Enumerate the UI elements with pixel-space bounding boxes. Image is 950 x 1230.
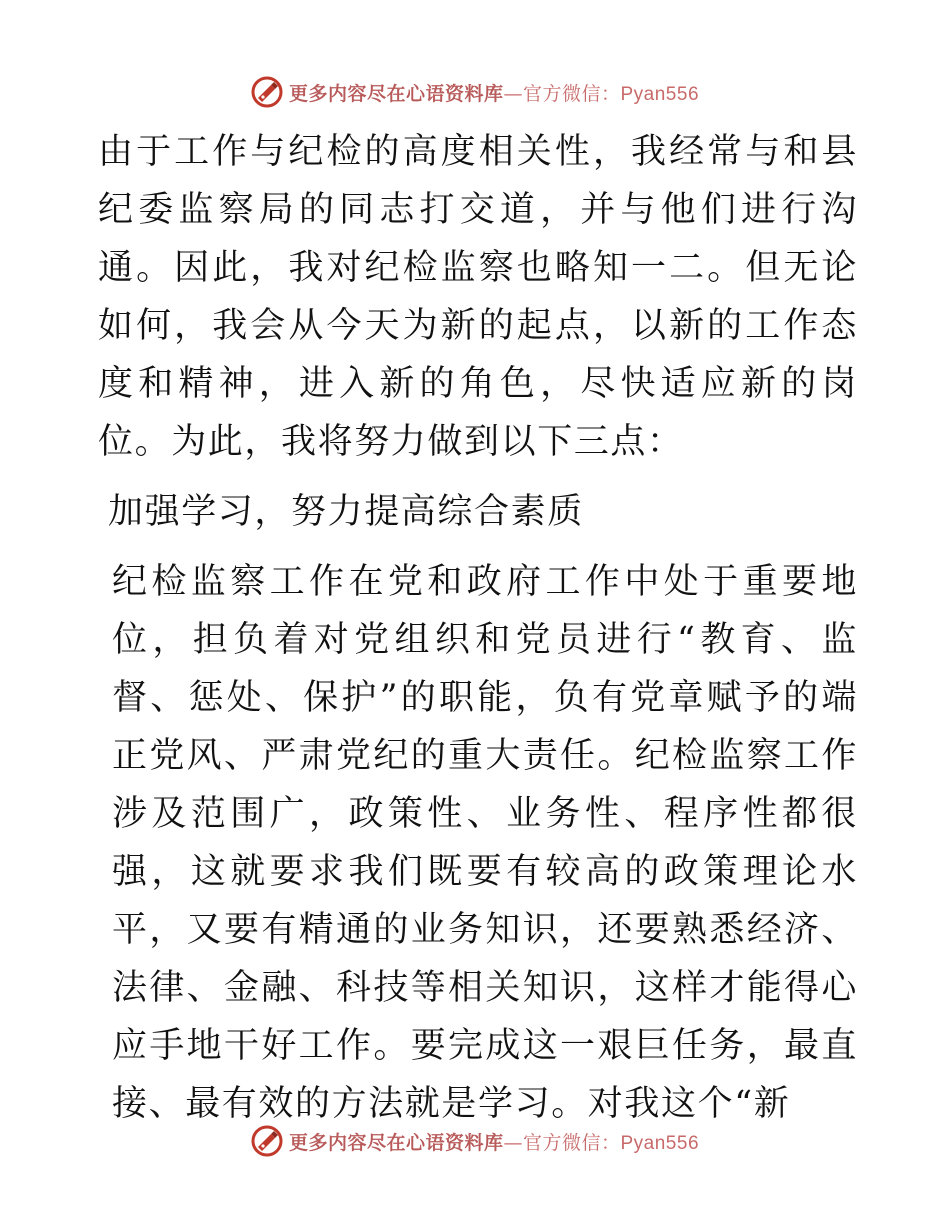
footer-watermark (0, 1121, 950, 1161)
paragraph-intro: 由于工作与纪检的高度相关性，我经常与和县纪委监察局的同志打交道，并与他们进行沟通。因此，我对纪检监察也略知一二。但无论如何，我会从今天为新的起点，以新的工作态度和精神，进入新的角色，尽快适应新的岗位。为此，我将努力做到以下三点： (98, 132, 858, 462)
document-body (98, 123, 858, 1133)
footer-wechat-id: Pyan556 (620, 1132, 700, 1154)
header-watermark (0, 72, 950, 112)
header-brand: 更多内容尽在心语资料库 (288, 82, 504, 105)
footer-brand: 更多内容尽在心语资料库 (288, 1131, 504, 1154)
footer-dash: — (503, 1131, 523, 1154)
header-label: 官方微信： (522, 82, 621, 105)
pen-nib-logo-icon (251, 76, 283, 108)
paragraph-study: 纪检监察工作在党和政府工作中处于重要地位，担负着对党组织和党员进行“教育、监督、惩处、保护”的职能，负有党章赋予的端正党风、严肃党纪的重大责任。纪检监察工作涉及范围广，政策性、业务性、程序性都很强，这就要求我们既要有较高的政策理论水平，又要有精通的业务知识，还要熟悉经济、法律、金融、科技等相关知识，这样才能得心应手地干好工作。要完成这一艰巨任务，最直接、最有效的方法就是学习。对我这个“新 (112, 562, 858, 1124)
footer-label: 官方微信： (522, 1131, 621, 1154)
header-wechat-id: Pyan556 (620, 83, 700, 105)
footer-watermark-text (289, 1128, 699, 1155)
section-heading: 加强学习，努力提高综合素质 (108, 492, 584, 532)
header-watermark-text (289, 79, 699, 106)
header-dash: — (503, 82, 523, 105)
pen-nib-logo-icon (251, 1125, 283, 1157)
